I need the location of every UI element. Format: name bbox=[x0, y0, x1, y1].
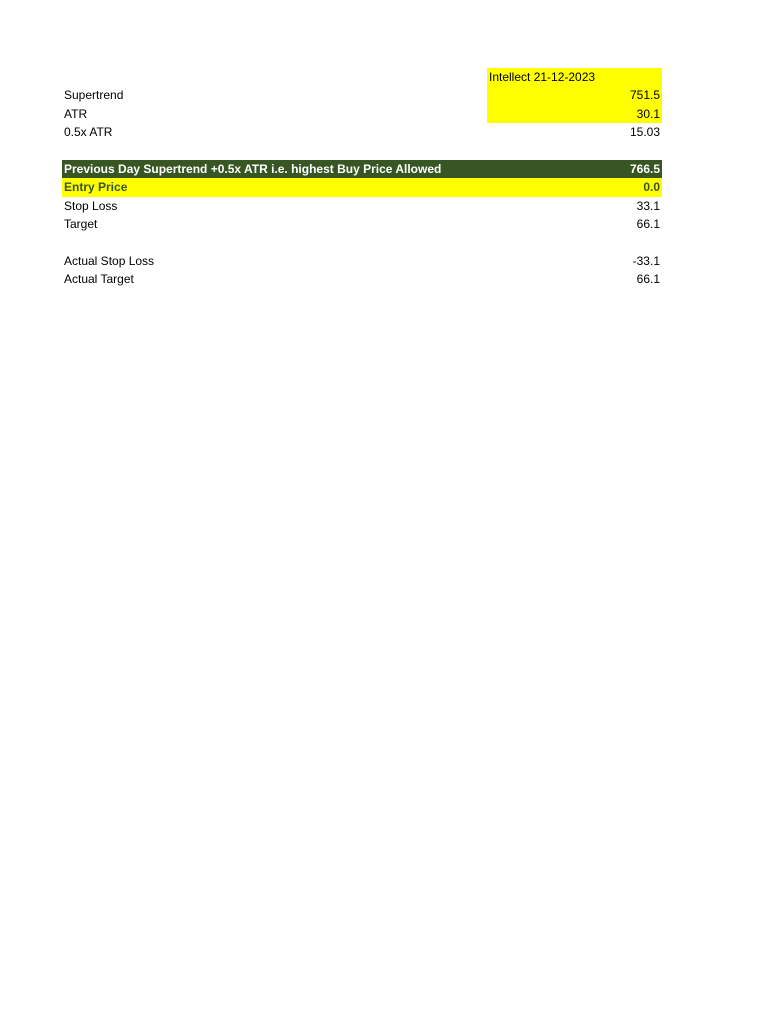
actual-target-value[interactable]: 66.1 bbox=[636, 272, 660, 287]
spreadsheet-page bbox=[62, 68, 662, 289]
actual-stop-loss-value[interactable]: -33.1 bbox=[632, 253, 660, 268]
target-label: Target bbox=[64, 217, 98, 232]
stop-loss-value[interactable]: 33.1 bbox=[636, 198, 660, 213]
stop-loss-row bbox=[62, 197, 662, 215]
actual-target-row bbox=[62, 270, 662, 288]
atr-value: 30.1 bbox=[636, 106, 660, 121]
header-row bbox=[62, 68, 662, 86]
blank-row bbox=[62, 234, 662, 252]
actual-stop-loss-row bbox=[62, 252, 662, 270]
half-atr-label: 0.5x ATR bbox=[64, 125, 113, 140]
supertrend-label: Supertrend bbox=[64, 88, 124, 103]
supertrend-value-cell[interactable] bbox=[487, 86, 662, 104]
entry-price-label: Entry Price bbox=[64, 180, 128, 195]
entry-price-row[interactable] bbox=[62, 178, 662, 196]
target-value[interactable]: 66.1 bbox=[636, 217, 660, 232]
blank-row bbox=[62, 142, 662, 160]
actual-target-label: Actual Target bbox=[64, 272, 134, 287]
atr-label: ATR bbox=[64, 106, 88, 121]
highest-buy-price-row[interactable] bbox=[62, 160, 662, 178]
atr-row bbox=[62, 105, 662, 123]
entry-price-value: 0.0 bbox=[643, 180, 660, 195]
target-row bbox=[62, 215, 662, 233]
highest-buy-price-value: 766.5 bbox=[629, 161, 660, 176]
half-atr-row bbox=[62, 123, 662, 141]
actual-stop-loss-label: Actual Stop Loss bbox=[64, 253, 155, 268]
atr-value-cell[interactable] bbox=[487, 105, 662, 123]
header-cell[interactable] bbox=[487, 68, 662, 86]
stop-loss-label: Stop Loss bbox=[64, 198, 118, 213]
highest-buy-price-label: Previous Day Supertrend +0.5x ATR i.e. highest Buy Price Allowed bbox=[64, 161, 442, 176]
supertrend-value: 751.5 bbox=[629, 88, 660, 103]
supertrend-row bbox=[62, 86, 662, 104]
stock-date-header: Intellect 21-12-2023 bbox=[489, 70, 596, 84]
half-atr-value[interactable]: 15.03 bbox=[629, 125, 660, 140]
